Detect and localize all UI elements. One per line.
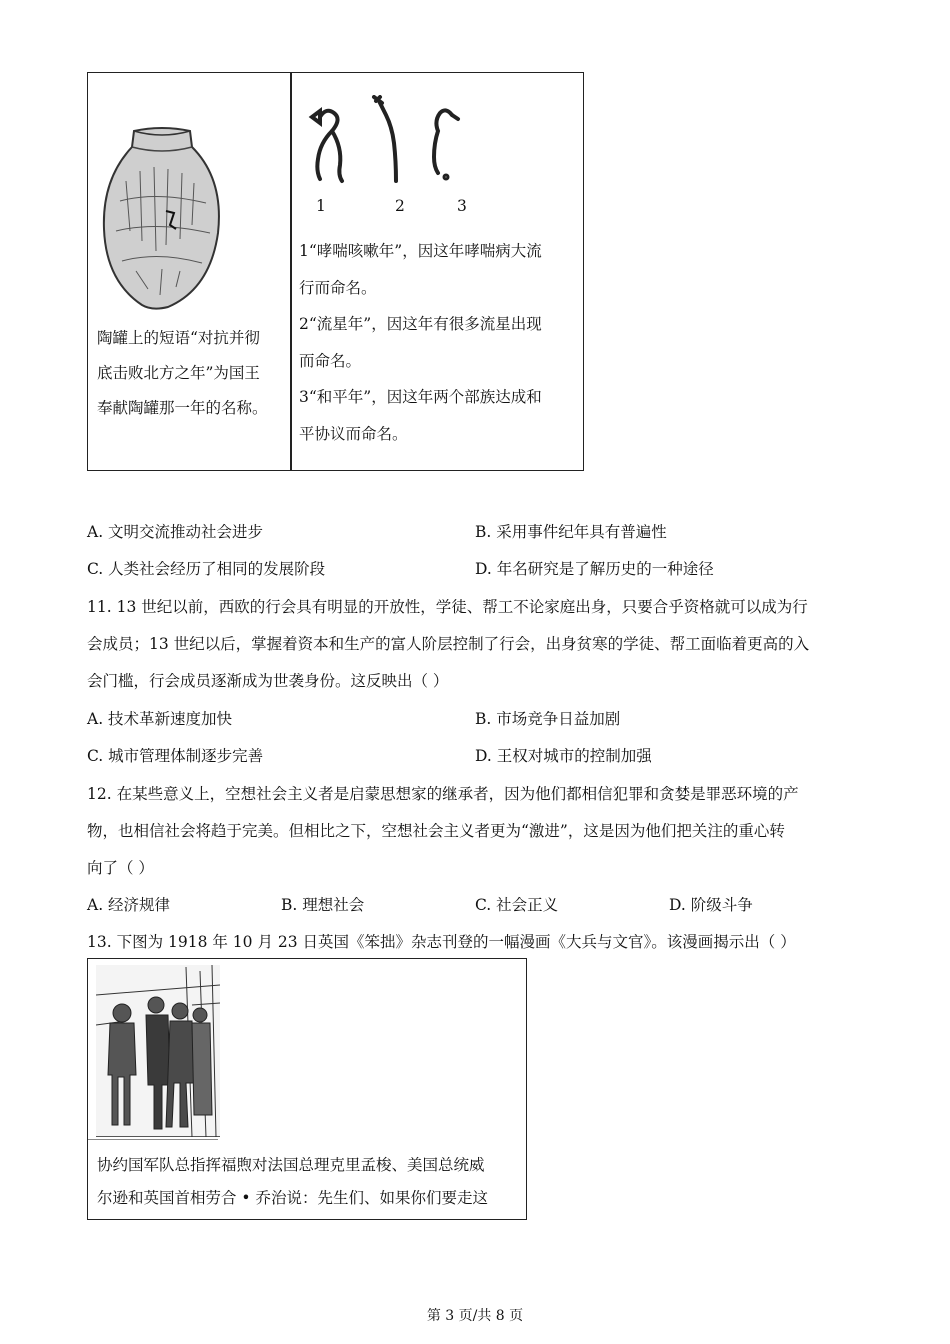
q13-stem: 13. 下图为 1918 年 10 月 23 日英国《笨拙》杂志刊登的一幅漫画《大兵与文官》。该漫画揭示出（ ） [87,933,796,951]
jar-caption [97,321,283,426]
q10-option-d: D. 年名研究是了解历史的一种途径 [475,560,714,578]
cartoon-image [96,965,220,1137]
q11-option-c: C. 城市管理体制逐步完善 [87,747,264,765]
q12-option-c: C. 社会正义 [475,896,559,914]
q11-option-a: A. 技术革新速度加快 [87,710,233,728]
q10-option-b: B. 采用事件纪年具有普遍性 [475,523,667,541]
glyph-number-2: 2 [395,197,405,215]
q11-option-d: D. 王权对城市的控制加强 [475,747,652,765]
q11-stem-line: 会门槛，行会成员逐渐成为世袭身份。这反映出（ ） [87,672,449,690]
pictograph-glyphs-image [306,95,466,195]
question-10-table [87,72,584,471]
list-line: 2“流星年”，因这年有很多流星出现 [299,315,542,333]
list-line: 平协议而命名。 [299,424,408,443]
glyph-number-3: 3 [457,197,467,215]
q12-option-b: B. 理想社会 [281,896,365,914]
year-name-list [299,233,579,452]
q10-option-c: C. 人类社会经历了相同的发展阶段 [87,560,326,578]
caption-line: 奉献陶罐那一年的名称。 [97,399,268,417]
q10-option-a: A. 文明交流推动社会进步 [87,523,264,541]
list-line: 3“和平年”，因这年两个部族达成和 [299,388,542,406]
list-line: 而命名。 [299,351,362,370]
q11-option-b: B. 市场竞争日益加剧 [475,710,621,728]
q12-stem-line: 物，也相信社会将趋于完美。但相比之下，空想社会主义者更为“激进”，这是因为他们把关注的重心转 [87,822,785,840]
list-line: 行而命名。 [299,278,377,297]
table-divider [290,73,292,470]
caption-line: 尔逊和英国首相劳合 • 乔治说：先生们、如果你们要走这 [97,1189,488,1207]
caption-line: 陶罐上的短语“对抗并彻 [97,329,260,347]
caption-line: 底击败北方之年”为国王 [97,364,260,382]
q12-option-a: A. 经济规律 [87,896,171,914]
q12-option-d: D. 阶级斗争 [669,896,753,914]
q12-stem-line: 向了（ ） [87,859,154,877]
caption-line: 协约国军队总指挥福煦对法国总理克里孟梭、美国总统威 [97,1156,485,1174]
image-underline [88,1139,218,1140]
cartoon-caption [97,1149,488,1215]
glyph-number-1: 1 [316,197,326,215]
q13-cartoon-box [87,958,527,1220]
pottery-jar-image [96,121,226,311]
page-number-footer: 第 3 页/共 8 页 [426,1308,524,1324]
q11-stem-line: 11. 13 世纪以前，西欧的行会具有明显的开放性，学徒、帮工不论家庭出身，只要合乎资格就可以成为行 [87,598,808,616]
list-line: 1“哮喘咳嗽年”，因这年哮喘病大流 [299,242,542,260]
q12-stem-line: 12. 在某些意义上，空想社会主义者是启蒙思想家的继承者，因为他们都相信犯罪和贪婪是罪恶环境的产 [87,785,799,803]
q11-stem-line: 会成员；13 世纪以后，掌握着资本和生产的富人阶层控制了行会，出身贫寒的学徒、帮工面临着更高的入 [87,635,810,653]
